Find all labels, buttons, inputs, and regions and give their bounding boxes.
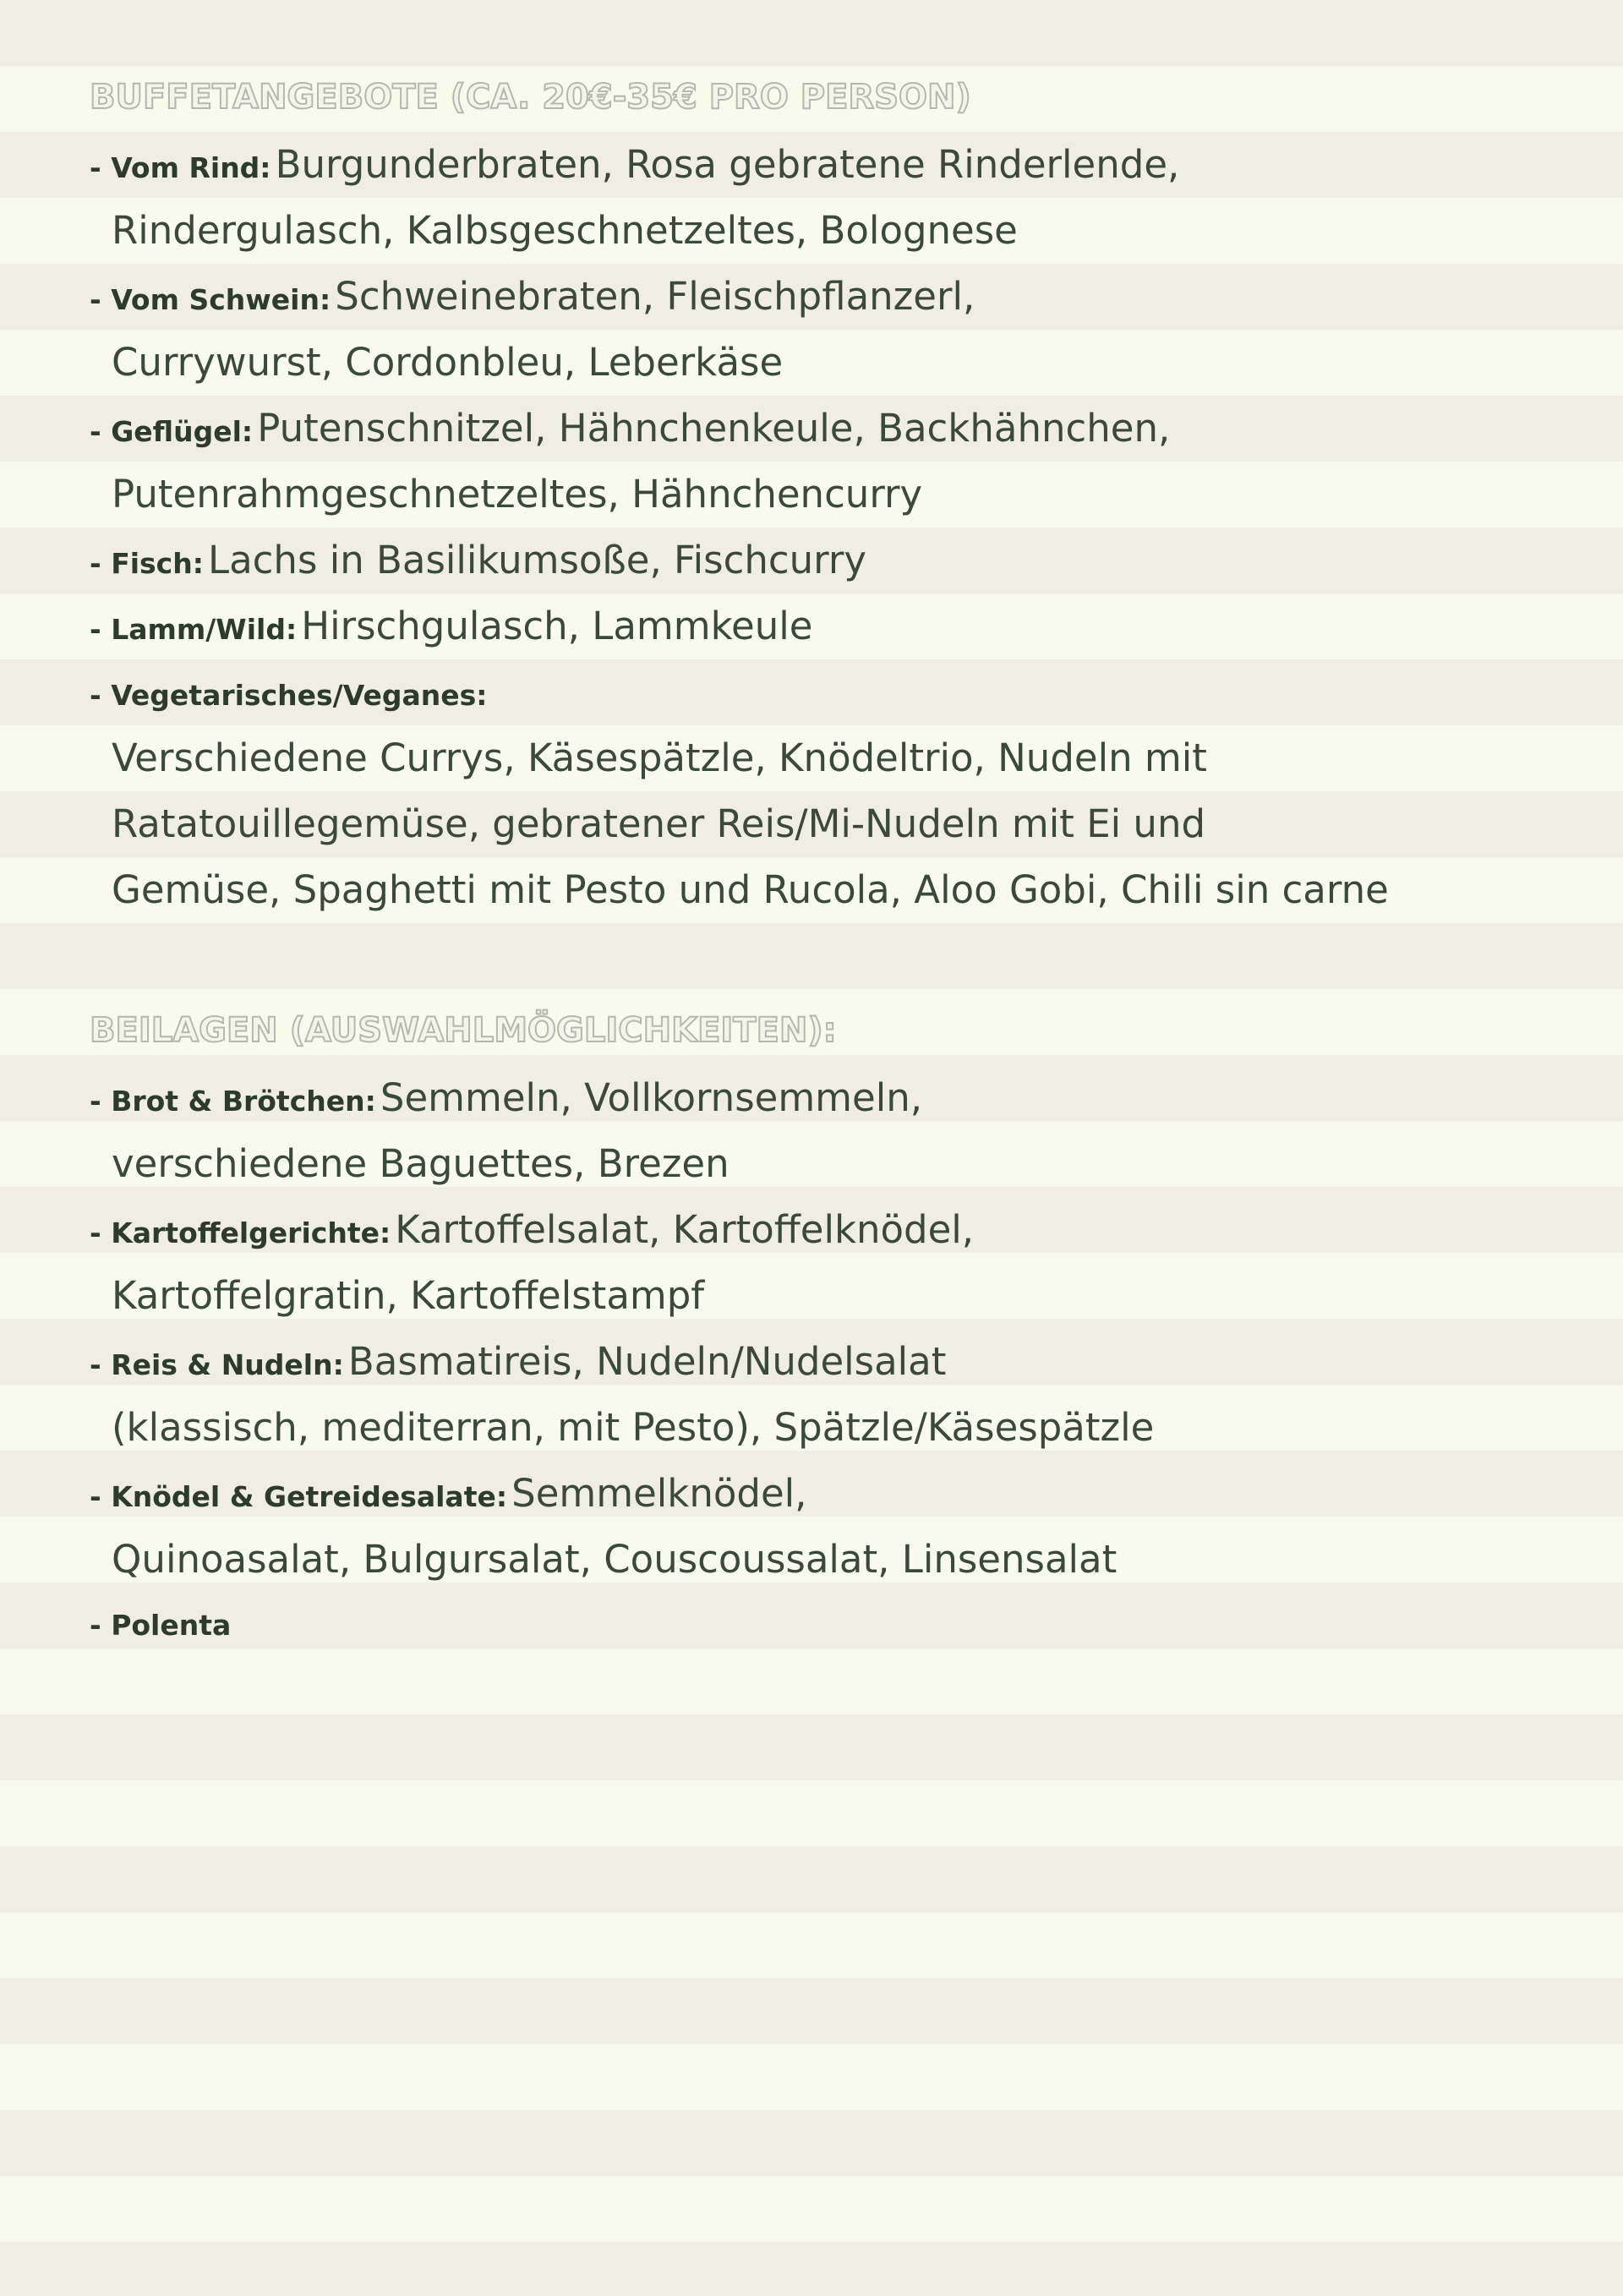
buffet-item-vegetarisch-continued-3 — [112, 857, 1389, 923]
item-text: Ratatouillegemüse, gebratener Reis/Mi-Nudeln mit Ei und — [112, 801, 1206, 846]
item-text: Kartoffelsalat, Kartoffelknödel, — [395, 1207, 975, 1252]
beilagen-item-reis-nudeln-continued — [112, 1395, 1154, 1461]
item-text: Hirschgulasch, Lammkeule — [301, 604, 813, 648]
buffet-item-rind-continued — [112, 198, 1018, 264]
item-text: Rindergulasch, Kalbsgeschnetzeltes, Bolognese — [112, 208, 1018, 253]
item-label: Vegetarisches/Veganes: — [111, 679, 488, 712]
item-text: Semmeln, Vollkornsemmeln, — [380, 1075, 923, 1120]
item-text: Semmelknödel, — [511, 1471, 807, 1516]
item-text: Schweinebraten, Fleischpflanzerl, — [335, 274, 975, 319]
item-text: Lachs in Basilikumsoße, Fischcurry — [208, 538, 866, 582]
item-text: Kartoffelgratin, Kartoffelstampf — [112, 1273, 705, 1318]
item-label: Kartoffelgerichte: — [111, 1216, 391, 1249]
item-text: (klassisch, mediterran, mit Pesto), Spätzle/Käsespätzle — [112, 1405, 1155, 1450]
item-label: Fisch: — [111, 547, 204, 580]
beilagen-item-reis-nudeln: - Reis & Nudeln: Basmatireis, Nudeln/Nudelsalat — [90, 1339, 947, 1384]
item-label: Polenta — [111, 1609, 232, 1642]
item-text: Basmatireis, Nudeln/Nudelsalat — [347, 1339, 947, 1384]
buffet-item-gefluegel: - Geflügel: Putenschnitzel, Hähnchenkeule, Backhähnchen, — [90, 406, 1171, 451]
beilagen-item-knoedel: - Knödel & Getreidesalate: Semmelknödel, — [90, 1471, 807, 1516]
beilagen-item-brot-continued — [112, 1131, 730, 1197]
item-label: Vom Schwein: — [111, 283, 331, 316]
item-text: Putenschnitzel, Hähnchenkeule, Backhähnchen, — [257, 406, 1171, 451]
item-text: Quinoasalat, Bulgursalat, Couscoussalat, Linsensalat — [112, 1537, 1118, 1582]
buffet-item-gefluegel-continued — [112, 462, 922, 528]
item-label: Lamm/Wild: — [111, 613, 298, 646]
beilagen-item-polenta: - Polenta — [90, 1609, 232, 1642]
buffet-section-title: BUFFETANGEBOTE (CA. 20€-35€ PRO PERSON) — [90, 78, 971, 117]
buffet-item-fisch: - Fisch: Lachs in Basilikumsoße, Fischcurry — [90, 538, 866, 582]
item-text: Putenrahmgeschnetzeltes, Hähnchencurry — [112, 472, 923, 517]
buffet-item-rind: - Vom Rind: Burgunderbraten, Rosa gebratene Rinderlende, — [90, 142, 1180, 187]
item-text: Gemüse, Spaghetti mit Pesto und Rucola, Aloo Gobi, Chili sin carne — [112, 867, 1389, 912]
buffet-item-lamm-wild: - Lamm/Wild: Hirschgulasch, Lammkeule — [90, 604, 813, 648]
item-text: Currywurst, Cordonbleu, Leberkäse — [112, 340, 784, 385]
item-label: Vom Rind: — [111, 151, 271, 184]
item-label: Reis & Nudeln: — [111, 1348, 344, 1381]
beilagen-item-kartoffel-continued — [112, 1263, 704, 1329]
beilagen-item-knoedel-continued — [112, 1527, 1117, 1593]
item-label: Brot & Brötchen: — [111, 1085, 376, 1118]
item-label: Geflügel: — [111, 415, 254, 448]
buffet-item-vegetarisch-continued-2 — [112, 791, 1205, 857]
buffet-item-schwein: - Vom Schwein: Schweinebraten, Fleischpflanzerl, — [90, 274, 975, 319]
item-text: verschiedene Baguettes, Brezen — [112, 1141, 730, 1186]
item-label: Knödel & Getreidesalate: — [111, 1480, 508, 1513]
beilagen-item-kartoffel: - Kartoffelgerichte: Kartoffelsalat, Kartoffelknödel, — [90, 1207, 975, 1252]
buffet-item-vegetarisch-continued-1 — [112, 725, 1207, 791]
item-text: Verschiedene Currys, Käsespätzle, Knödeltrio, Nudeln mit — [112, 735, 1207, 780]
beilagen-item-brot: - Brot & Brötchen: Semmeln, Vollkornsemmeln, — [90, 1075, 923, 1120]
buffet-item-vegetarisch: - Vegetarisches/Veganes: — [90, 679, 488, 712]
buffet-item-schwein-continued — [112, 330, 783, 396]
beilagen-section-title: BEILAGEN (AUSWAHLMÖGLICHKEITEN): — [90, 1011, 837, 1050]
item-text: Burgunderbraten, Rosa gebratene Rinderlende, — [275, 142, 1180, 187]
